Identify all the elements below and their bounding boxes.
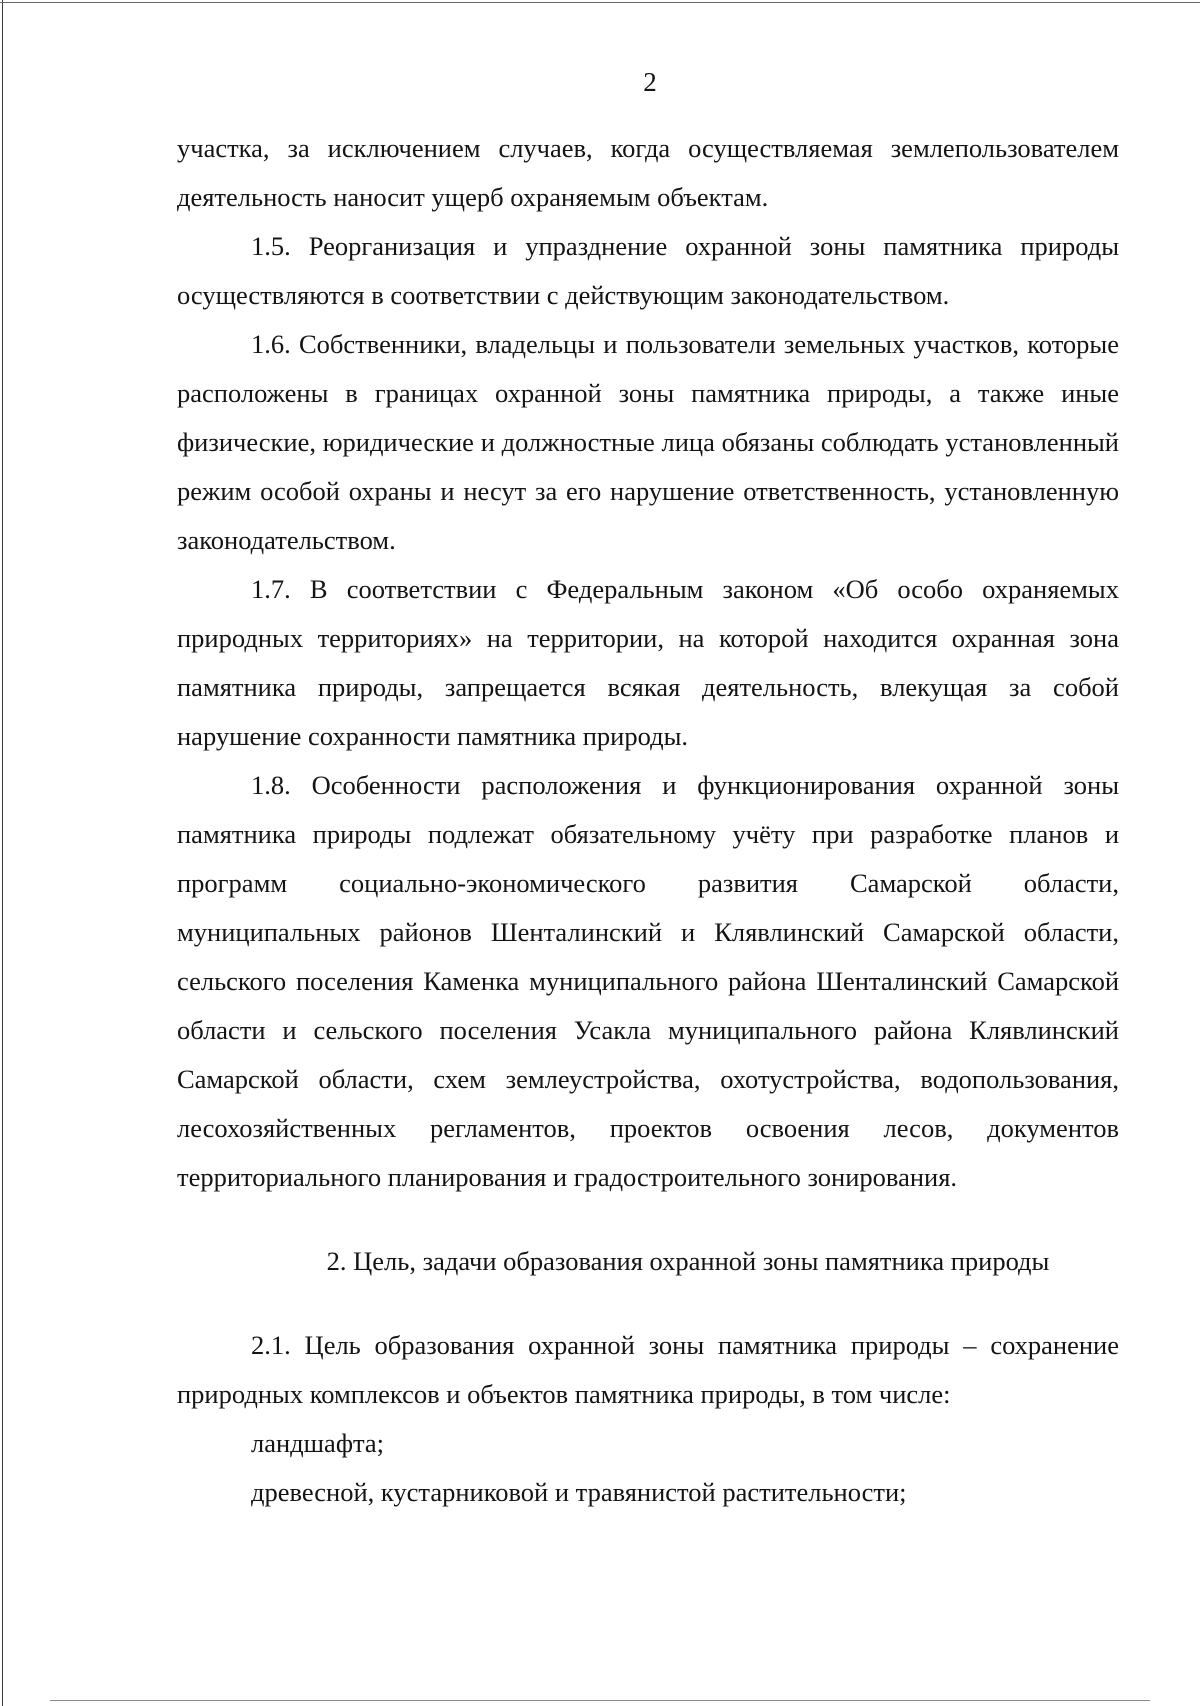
paragraph-continuation: участка, за исключением случаев, когда осуществляемая землепользователем деятельность наносит ущерб охраняемым объектам. — [177, 133, 1119, 212]
paragraph-1-8: 1.8. Особенности расположения и функционирования охранной зоны памятника природы подлежат обязательному учёту при разработке планов и программ социально-экономического развития Самарской области, муниципальных районов Шенталинский и Клявлинский Самарской области, сельского поселения Каменка муниципального района Шенталинский Самарской области и сельского поселения Усакла муниципального района Клявлинский Самарской области, схем землеустройства, охотустройства, водопользования, лесохозяйственных регламентов, проектов освоения лесов, документов территориального планирования и градостроительного зонирования. — [177, 770, 1119, 1192]
document-body — [177, 124, 1119, 1517]
scan-edge-top — [0, 2, 1200, 3]
paragraph-1-7: 1.7. В соответствии с Федеральным законом «Об особо охраняемых природных территориях» на территории, на которой находится охранная зона памятника природы, запрещается всякая деятельность, влекущая за собой нарушение сохранности памятника природы. — [177, 574, 1119, 751]
list-item: ландшафта; — [251, 1428, 385, 1458]
page-number: 2 — [643, 67, 657, 97]
paragraph-1-5: 1.5. Реорганизация и упразднение охранной зоны памятника природы осуществляются в соответствии с действующим законодательством. — [177, 231, 1119, 310]
scan-edge-bottom — [50, 1700, 1150, 1701]
list-item: древесной, кустарниковой и травянистой растительности; — [251, 1477, 907, 1507]
scan-edge-left — [2, 0, 3, 1706]
paragraph-1-6: 1.6. Собственники, владельцы и пользователи земельных участков, которые расположены в границах охранной зоны памятника природы, а также иные физические, юридические и должностные лица обязаны соблюдать установленный режим особой охраны и несут за его нарушение ответственность, установленную законодательством. — [177, 329, 1119, 555]
section-heading: 2. Цель, задачи образования охранной зоны памятника природы — [326, 1246, 1050, 1276]
paragraph-2-1: 2.1. Цель образования охранной зоны памятника природы – сохранение природных комплексов и объектов памятника природы, в том числе: — [177, 1330, 1119, 1409]
